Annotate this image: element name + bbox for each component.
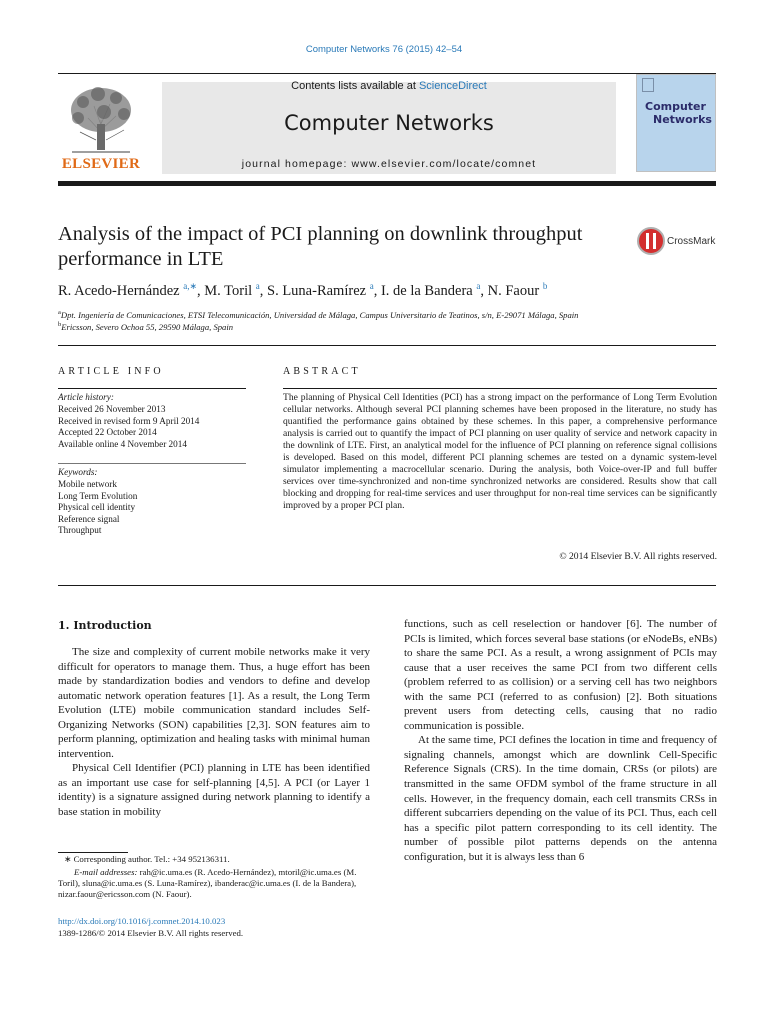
journal-homepage[interactable]: journal homepage: www.elsevier.com/locate/comnet: [241, 158, 537, 170]
keyword-item: Physical cell identity: [58, 502, 136, 512]
crossmark-label[interactable]: CrossMark: [667, 236, 716, 247]
article-history: [58, 404, 258, 450]
journal-citation[interactable]: Computer Networks 76 (2015) 42–54: [305, 44, 463, 55]
email-label: E-mail addresses:: [74, 867, 138, 877]
keyword-list: [58, 479, 258, 537]
masthead-rule: [58, 181, 716, 186]
history-item: Received in revised form 9 April 2014: [58, 415, 200, 426]
issn-line: 1389-1286/© 2014 Elsevier B.V. All rights reserved.: [58, 928, 244, 938]
keywords-rule: [58, 463, 246, 464]
history-item: Received 26 November 2013: [58, 404, 166, 414]
affiliation-text: Ericsson, Severo Ochoa 55, 29590 Málaga, Spain: [61, 321, 234, 332]
body-paragraph: At the same time, PCI defines the location in time and frequency of signaling channels, amongst which are downlink Cell-Specific Reference Signals (CRS). In the time domain, CRSs (or pilots) are transmitted in the same OFDM symbol of the frame structure in all cells. However, in the frequency domain, each cell transmits CRSs in different subcarriers depending on the value of its PCI. Thus, each cell has a specific pilot pattern corresponding to its cell identity. The number of possible pilot patterns depends on the antenna configuration, but it is always less than 6: [404, 734, 717, 863]
author-affil-mark[interactable]: a: [476, 281, 481, 291]
doi-link[interactable]: http://dx.doi.org/10.1016/j.comnet.2014.10.023: [58, 916, 226, 926]
history-item: Accepted 22 October 2014: [58, 427, 157, 437]
author-name: N. Faour: [487, 282, 540, 299]
cover-title: [645, 100, 712, 126]
author-name: M. Toril: [204, 282, 253, 299]
corresponding-author-note: ∗ Corresponding author. Tel.: +34 952136311.: [64, 854, 230, 864]
body-paragraph: functions, such as cell reselection or handover [6]. The number of PCIs is limited, which forces several base stations (or eNodeBs, eNBs) to share the same PCI. As a result, a wrong assignment of PCIs may cause that a user receives the same PCI from two different cells (problem referred to as collision) or a serving cell has two neighbors with the same PCI (referred to as confusion) [2]. Both situations prevent users from detecting cells, causing that no radio communication is possible.: [404, 618, 717, 732]
author-affil-mark[interactable]: a: [255, 281, 260, 291]
author-affil-mark[interactable]: a,∗: [183, 281, 198, 291]
right-column: [404, 617, 717, 864]
author-list: R. Acedo-Hernández $^{a,∗}$, M. Toril $^a$, S. Luna-Ramírez $^a$, I. de la Bandera $^a$, N. Faour $^b$: [58, 281, 548, 299]
article-info-rule: [58, 388, 246, 389]
abstract-bottom-rule: [58, 585, 716, 586]
abstract-heading: ABSTRACT: [283, 366, 361, 377]
keywords-label: Keywords:: [58, 467, 98, 477]
elsevier-wordmark: ELSEVIER: [61, 156, 141, 172]
contents-prefix: Contents lists available at: [291, 80, 419, 92]
author-affil-mark[interactable]: a: [369, 281, 374, 291]
author-name: S. Luna-Ramírez: [267, 282, 367, 299]
cover-title-line2: Networks: [653, 113, 712, 126]
affiliation-a: [58, 309, 718, 320]
article-history-label: Article history:: [58, 392, 114, 402]
cover-title-line1: Computer: [645, 100, 706, 113]
article-info-heading: ARTICLE INFO: [58, 366, 164, 377]
contents-line: [162, 80, 616, 92]
keyword-item: Long Term Evolution: [58, 490, 138, 501]
abstract-copyright: © 2014 Elsevier B.V. All rights reserved.: [559, 551, 717, 562]
paper-title: Analysis of the impact of PCI planning on downlink throughput performance in LTE: [58, 223, 583, 270]
body-paragraph: Physical Cell Identifier (PCI) planning in LTE has been identified as an important use case for self-planning [4,5]. A PCI (or Layer 1 identity) is a signature assigned during network planning to identify a base station in mobility: [58, 762, 370, 819]
section-heading: 1. Introduction: [58, 619, 152, 632]
author-name: R. Acedo-Hernández: [58, 282, 180, 299]
body-paragraph: The size and complexity of current mobile networks make it very difficult for operators to manage them. Thus, a huge effort has been made by standardization bodies and vendors to define and develop automatic network operation features [1]. As a result, the Long Term Evolution (LTE) mobile communication standard includes Self-Organizing Networks (SON) capabilities [2,3]. SON features aim to perform planning, optimization and healing tasks with minimal human intervention.: [58, 646, 370, 760]
left-column: [58, 645, 370, 820]
affiliation-mark: a: [58, 309, 61, 316]
email-addresses: [58, 867, 370, 901]
footnote-rule: [58, 852, 128, 853]
keyword-item: Reference signal: [58, 513, 120, 524]
header-rule: [58, 73, 716, 74]
author-name: I. de la Bandera: [380, 282, 473, 299]
email-list[interactable]: rah@ic.uma.es (R. Acedo-Hernández), mtoril@ic.uma.es (M. Toril), sluna@ic.uma.es (S. Luna-Ramírez), ibanderac@ic.uma.es (I. de la Bandera), nizar.faour@ericsson.com (N. Faour).: [58, 867, 357, 900]
keyword-item: Mobile network: [58, 479, 117, 489]
affiliation-b: [58, 321, 718, 332]
crossmark-icon[interactable]: [637, 227, 665, 255]
affiliation-text: Dpt. Ingeniería de Comunicaciones, ETSI Telecomunicación, Universidad de Málaga, Campus Universitario de Teatinos, s/n, E-29071 Málaga, Spain: [60, 309, 579, 320]
keyword-item: Throughput: [58, 525, 102, 535]
author-affil-mark[interactable]: b: [542, 281, 548, 291]
history-item: Available online 4 November 2014: [58, 438, 187, 449]
abstract-text: The planning of Physical Cell Identities (PCI) has a strong impact on the performance of Long Term Evolution cellular networks. Although several PCI planning schemes have been proposed in the literature, no study has quantified the performance gains obtained by these schemes. In this paper, a comprehensive performance analysis is carried out to quantify the impact of PCI planning on user quality of service and network capacity in the downlink of LTE. First, an analytical model for the influence of PCI planning on reference signal collisions is developed. Based on this model, different PCI planning schemes are tested on a dynamic system-level simulator implementing a macrocellular scenario. During the analysis, both Voice-over-IP and full buffer services over time-synchronized and non-time synchronized networks are considered. Results show that call blocking and dropping for real-time services and user throughput for non-real time services can be significantly improved by a proper PCI plan.: [283, 392, 717, 511]
cover-logo-mark: [642, 78, 654, 92]
abstract-rule: [283, 388, 717, 389]
title-rule: [58, 345, 716, 346]
journal-title: Computer Networks: [284, 111, 494, 135]
sciencedirect-link[interactable]: ScienceDirect: [418, 80, 487, 92]
affiliation-mark: b: [58, 321, 62, 328]
